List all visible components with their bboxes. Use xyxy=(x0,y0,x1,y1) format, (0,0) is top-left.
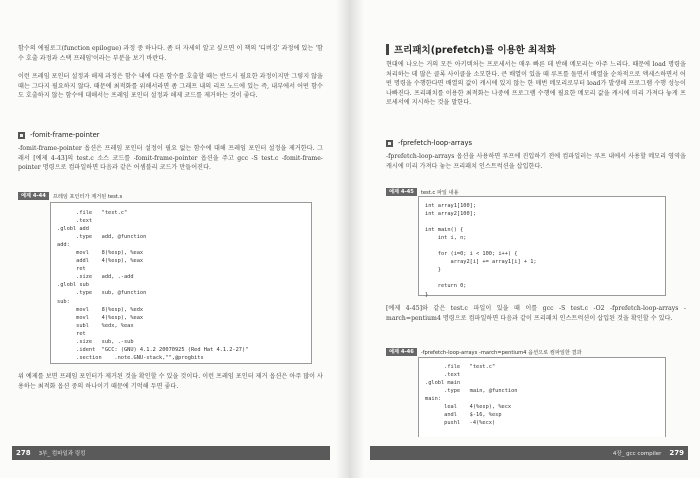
code-line: ret xyxy=(57,266,86,273)
code-line: leal 4(%esp), %ecx xyxy=(425,404,512,411)
code-line: movl 8(%esp), %eax xyxy=(57,250,144,257)
code-line: .globl add xyxy=(57,226,89,233)
example-tag: 예제 4-44 xyxy=(18,192,49,200)
left-para-2-block xyxy=(18,72,323,101)
code-line: movl 8(%esp), %edx xyxy=(57,306,144,313)
code-line: movl 4(%esp), %eax xyxy=(57,314,144,321)
code-line xyxy=(425,242,665,250)
code-line: } xyxy=(425,291,429,298)
code-block-4-44 xyxy=(50,202,312,364)
right-footer xyxy=(370,446,688,460)
code-line: add: xyxy=(57,242,70,249)
subsection-bullet-icon xyxy=(386,140,393,147)
right-page-number: 279 xyxy=(669,449,684,457)
left-page-number: 278 xyxy=(16,449,31,457)
code-line: int main() { xyxy=(425,227,464,234)
example-4-45-label xyxy=(386,188,686,196)
code-line: main: xyxy=(425,396,441,403)
code-line: int array1[100]; xyxy=(425,203,477,209)
code-line xyxy=(425,218,665,226)
code-line xyxy=(425,274,665,282)
left-para-1-block xyxy=(18,44,323,63)
left-paragraph-1: 함수의 에필로그(function epilogue) 과정 중 하나다. 좀 더 자세히 알고 싶으면 이 책의 '디버깅' 과정에 있는 '함수 호출 과정과 스택 프레임'이라는 부분을 보기 바란다. xyxy=(18,45,323,62)
left-footer xyxy=(12,446,330,460)
code-line: int array2[100]; xyxy=(425,211,477,218)
code-line: .type sub, @function xyxy=(57,290,147,297)
code-line: .text xyxy=(425,372,461,379)
code-line: pushl -4(%ecx) xyxy=(425,420,496,427)
left-section-heading xyxy=(18,131,323,139)
left-paragraph-2: 이런 프레임 포인터 설정과 해제 과정은 함수 내에 다른 함수를 호출할 때는 반드시 필요한 과정이지만 그렇지 않을 때는 그다지 필요하지 않다. 때문에 최적화를 위해서라면 좀 그래프 내의 리프 노드에 있는 즉, 내부에서 어떤 함수도 호출하지 않는 함수에 대해서는 프레임 포인터 설정과 해제 코드를 제거하는 것이 좋다. xyxy=(18,73,323,100)
section-bullet-icon xyxy=(18,132,25,139)
code-line: array2[i] += array1[i] + 1; xyxy=(425,259,537,266)
left-para-4-block xyxy=(18,372,323,391)
example-caption: 프레임 포인터가 제거된 test.s xyxy=(52,193,123,200)
example-caption: -fprefetch-loop-arrays -march=pentium4 옵션으로 컴파일한 결과 xyxy=(420,349,582,356)
right-subsection-title: -fprefetch-loop-arrays xyxy=(398,139,473,147)
left-section-title: -fomit-frame-pointer xyxy=(30,131,100,139)
code-listing xyxy=(425,202,665,299)
code-listing xyxy=(425,363,665,427)
right-para-3-block xyxy=(386,304,686,323)
code-listing xyxy=(57,209,311,362)
code-line: .ident "GCC: (GNU) 4.1.2 20070925 (Red Hat 4.1.2-27)" xyxy=(57,346,249,353)
right-paragraph-2: -fprefetch-loop-arrays 옵션을 사용하면 루프에 진입하기 전에 컴파일러는 루프 내에서 사용할 메모리 영역을 캐시에 미리 가져다 놓는 프리패치 인스트럭션을 삽입한다. xyxy=(386,153,686,170)
code-line: .section .note.GNU-stack,"",@progbits xyxy=(57,354,204,361)
right-paragraph-3: [예제 4-45]와 같은 test.c 파일이 있을 때 이를 gcc -S test.c -O2 -fprefetch-loop-arrays -march=pentium4 명령으로 컴파일하면 다음과 같이 프리패치 인스트럭션이 삽입된 것을 확인할 수 있다. xyxy=(386,305,686,322)
example-tag: 예제 4-46 xyxy=(386,348,417,356)
code-line: .globl sub xyxy=(57,282,89,289)
code-line: ret xyxy=(57,330,86,337)
left-footer-text: 3부_ 컴파일과 링킹 xyxy=(38,451,86,457)
code-block-4-45 xyxy=(418,196,666,296)
code-line: int i, n; xyxy=(425,235,467,242)
code-line: return 0; xyxy=(425,283,467,290)
left-para-3-block xyxy=(18,144,323,173)
code-line: .type add, @function xyxy=(57,234,147,241)
code-line: for (i=0; i < 100; i++) { xyxy=(425,251,518,258)
example-tag: 예제 4-45 xyxy=(386,188,417,196)
right-section-heading xyxy=(386,42,686,56)
code-line: .globl main xyxy=(425,380,461,387)
code-line: .size add, .-add xyxy=(57,274,134,281)
heading-bar-icon xyxy=(386,44,389,55)
code-line: sub: xyxy=(57,298,70,305)
code-block-4-46 xyxy=(418,357,666,437)
code-line: andl $-16, %esp xyxy=(425,412,502,419)
code-line: .size sub, .-sub xyxy=(57,338,134,345)
code-line: .text xyxy=(57,218,93,225)
left-paragraph-4: 위 예제를 보면 프레임 포인터가 제거된 것을 확인할 수 있을 것이다. 이런 프레임 포인터 제거 옵션은 아주 많이 사용하는 최적화 옵션 중의 하나이기 때문에 기억해 두면 좋다. xyxy=(18,373,323,390)
left-paragraph-3: -fomit-frame-pointer 옵션은 프레임 포인터 설정이 필요 없는 함수에 대해 프레임 포인터 설정을 제거한다. 그래서 [예제 4-43]의 test.c 소스 코드를 -fomit-frame-pointer 옵션을 주고 gcc -S test.c -fomit-frame-pointer 명령으로 컴파일하면 다음과 같은 어셈블리 코드가 만들어진다. xyxy=(18,145,323,172)
right-footer-text: 4장_ gcc compiler xyxy=(612,451,662,457)
right-paragraph-1: 현대에 나오는 거의 모든 아키텍처는 프로세서는 매우 빠른 데 반해 메모리는 아주 느리다. 때문에 load 명령을 처리하는 데 많은 클록 사이클을 소모한다. 큰 배열이 있을 때 루프를 돌면서 배열을 순차적으로 액세스하면서 어떤 명령을 수행한다면 배열의 값이 캐시에 있지 않는 한 매번 메모리로부터 load가 발생해 프로그램 수행 성능이 나빠진다. 프리패치를 이용한 최적화는 나중에 프로그램 수행에 필요한 메모리 값을 캐시에 미리 가져다 놓게 프로세서에 지시하는 것을 말한다. xyxy=(386,61,686,107)
right-page xyxy=(350,0,700,478)
code-line: subl %edx, %eax xyxy=(57,322,134,329)
example-caption: test.c 파일 내용 xyxy=(420,189,459,196)
code-line: addl 4(%esp), %eax xyxy=(57,258,144,265)
code-line: .file "test.c" xyxy=(57,210,128,216)
example-4-44-label xyxy=(18,192,323,200)
right-para-2-block xyxy=(386,152,686,171)
code-line: } xyxy=(425,267,441,274)
example-4-46-label xyxy=(386,348,686,356)
right-para-1-block xyxy=(386,60,686,108)
right-subsection-heading xyxy=(386,139,686,147)
code-line: .type main, @function xyxy=(425,388,518,395)
right-section-title: 프리패치(prefetch)를 이용한 최적화 xyxy=(394,45,556,56)
code-line: .file "test.c" xyxy=(425,364,496,370)
